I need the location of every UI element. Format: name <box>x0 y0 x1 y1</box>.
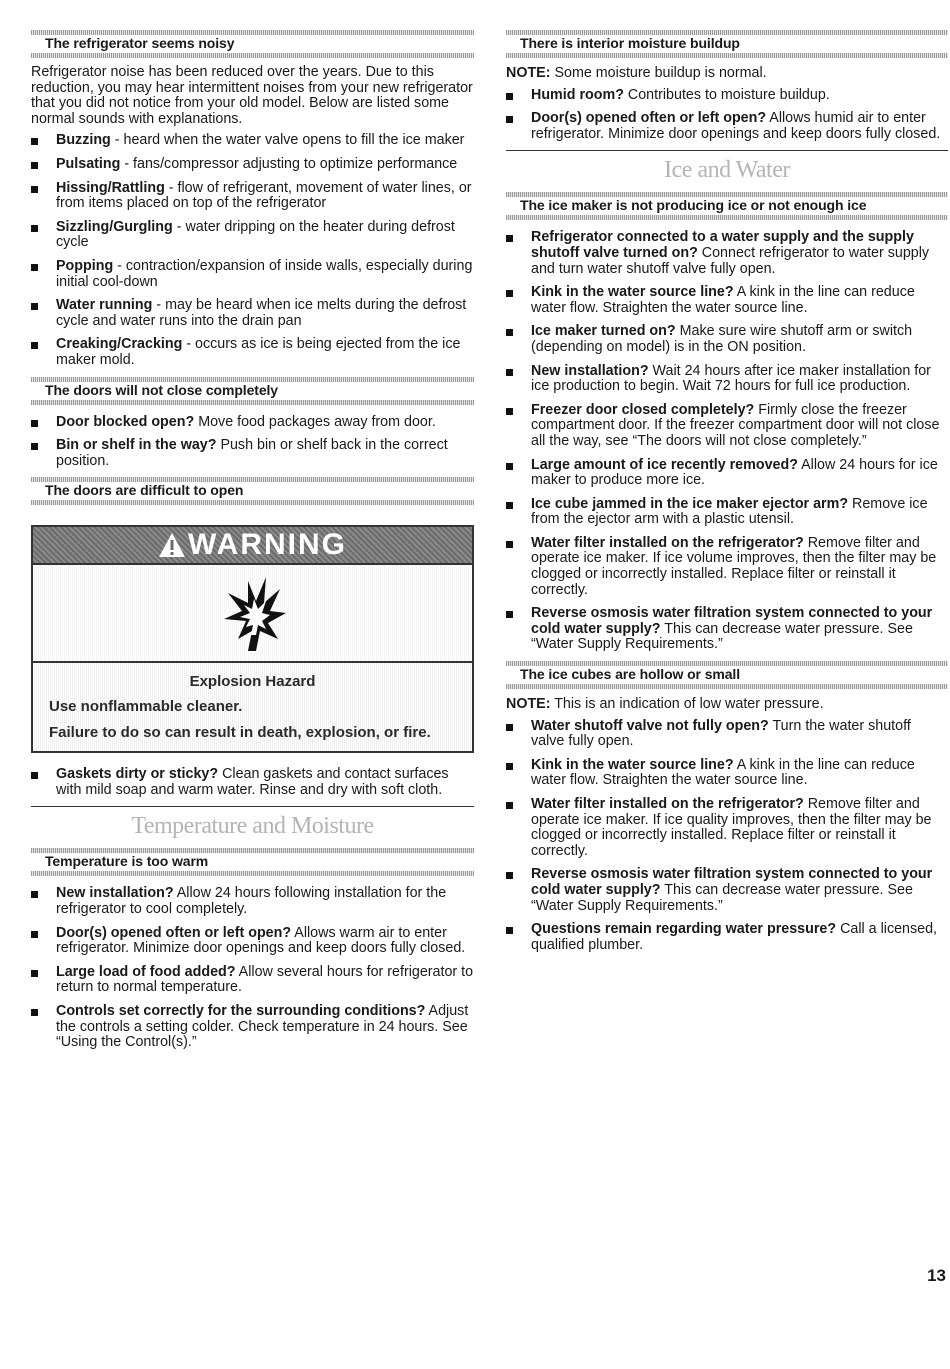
heading-doors-difficult: The doors are difficult to open <box>31 477 474 505</box>
item-term: Ice cube jammed in the ice maker ejector arm? <box>531 495 849 512</box>
item-term: Water running <box>56 297 153 314</box>
too-warm-list <box>31 886 474 1050</box>
list-item <box>506 230 948 277</box>
item-term: Reverse osmosis water filtration system connected to your cold water supply? <box>531 605 933 637</box>
item-term: Door(s) opened often or left open? <box>531 110 767 127</box>
warning-header <box>33 527 472 563</box>
item-text: This can decrease water pressure. See “Water Supply Requirements.” <box>531 620 913 653</box>
hollow-note <box>506 697 948 713</box>
warning-signal-word: WARNING <box>188 528 347 562</box>
item-term: Water filter installed on the refrigerator? <box>531 534 804 551</box>
item-text: Call a licensed, qualified plumber. <box>531 921 938 953</box>
item-text: Remove filter and operate ice maker. If ice volume improves, then the filter may be clogged or incorrectly installed. Replace filter or reinstall it correctly. <box>531 534 937 598</box>
item-text: Move food packages away from door. <box>194 413 436 430</box>
list-item <box>506 111 948 142</box>
list-item <box>506 606 948 653</box>
explosion-icon <box>33 563 472 663</box>
list-item <box>31 965 474 996</box>
list-item <box>506 758 948 789</box>
item-text: - heard when the water valve opens to fill the ice maker <box>110 132 465 149</box>
heading-too-warm: Temperature is too warm <box>31 848 474 876</box>
item-text: Make sure wire shutoff arm or switch (depending on model) is in the ON position. <box>531 323 913 355</box>
list-item <box>506 458 948 489</box>
item-text: Turn the water shutoff valve fully open. <box>531 717 911 750</box>
list-item <box>31 438 474 469</box>
list-item <box>31 415 474 431</box>
list-item <box>506 324 948 355</box>
list-item <box>506 88 948 104</box>
list-item <box>31 181 474 212</box>
list-item <box>506 364 948 395</box>
section-title-ice: Ice and Water <box>664 157 790 184</box>
list-item <box>31 157 474 173</box>
list-item <box>31 1004 474 1051</box>
list-item <box>31 220 474 251</box>
note-text: This is an indication of low water pressure. <box>550 696 824 713</box>
item-term: Kink in the water source line? <box>531 284 734 301</box>
item-text: - flow of refrigerant, movement of water lines, or from items placed on top of the refrigerator <box>56 179 472 212</box>
list-item <box>506 403 948 450</box>
item-term: New installation? <box>531 362 649 379</box>
right-column <box>506 30 948 961</box>
item-term: Door(s) opened often or left open? <box>56 924 292 941</box>
item-text: Connect refrigerator to water supply and turn water shutoff valve fully open. <box>531 244 930 277</box>
item-text: Contributes to moisture buildup. <box>623 86 830 103</box>
item-term: Kink in the water source line? <box>531 756 734 773</box>
list-item <box>506 922 948 953</box>
page-number: 13 <box>927 1266 946 1285</box>
item-term: Freezer door closed completely? <box>531 401 755 418</box>
item-term: Water shutoff valve not fully open? <box>531 717 769 734</box>
list-item <box>31 886 474 917</box>
item-text: Allows humid air to enter refrigerator. Minimize door openings and keep doors fully closed. <box>531 110 941 142</box>
item-text: A kink in the line can reduce water flow. Straighten the water source line. <box>531 284 915 316</box>
item-term: Ice maker turned on? <box>531 323 676 340</box>
item-term: Creaking/Cracking <box>56 336 183 353</box>
not-producing-list <box>506 230 948 653</box>
left-column <box>31 30 474 1059</box>
item-term: Water filter installed on the refrigerator? <box>531 796 804 812</box>
item-term: Controls set correctly for the surrounding conditions? <box>56 1003 426 1020</box>
warning-box <box>31 525 474 753</box>
item-text: Allow 24 hours following installation for the refrigerator to cool completely. <box>56 885 447 918</box>
item-text: A kink in the line can reduce water flow. Straighten the water source line. <box>531 756 915 789</box>
item-term: Humid room? <box>531 86 624 103</box>
item-term: Popping <box>56 257 114 274</box>
list-item <box>506 285 948 316</box>
item-term: Sizzling/Gurgling <box>56 218 173 235</box>
list-item <box>31 298 474 329</box>
warning-triangle-icon <box>158 532 186 558</box>
list-item <box>506 536 948 598</box>
item-text: Remove ice from the ejector arm with a plastic utensil. <box>531 495 928 528</box>
list-item <box>506 867 948 914</box>
list-item <box>31 767 474 798</box>
warning-body <box>33 663 472 751</box>
item-text: Clean gaskets and contact surfaces with mild soap and warm water. Rinse and dry with soft cloth. <box>56 766 449 798</box>
item-term: Buzzing <box>56 132 111 149</box>
note-label: NOTE: <box>506 696 551 713</box>
list-item <box>506 797 948 859</box>
item-text: Remove filter and operate ice maker. If ice quality improves, then the filter may be clogged or incorrectly installed. Replace filter or reinstall it correctly. <box>531 796 932 859</box>
item-text: This can decrease water pressure. See “Water Supply Requirements.” <box>531 881 913 914</box>
warning-line-1: Use nonflammable cleaner. <box>49 698 243 716</box>
doors-difficult-list <box>31 767 474 798</box>
noisy-list <box>31 133 474 368</box>
section-title-temperature: Temperature and Moisture <box>131 813 374 840</box>
item-text: - water dripping on the heater during defrost cycle <box>56 218 455 251</box>
noisy-intro: Refrigerator noise has been reduced over the years. Due to this reduction, you may hear intermittent noises from your new refrigerator that you did not notice from your old model. Below are listed some normal sounds with explanations. <box>31 64 473 127</box>
list-item <box>31 337 474 368</box>
heading-hollow: The ice cubes are hollow or small <box>506 661 948 689</box>
list-item <box>31 926 474 957</box>
heading-noisy: The refrigerator seems noisy <box>31 30 474 58</box>
item-text: Allow 24 hours for ice maker to produce more ice. <box>531 456 938 489</box>
item-term: Gaskets dirty or sticky? <box>56 766 219 783</box>
item-term: New installation? <box>56 885 174 902</box>
item-term: Questions remain regarding water pressure? <box>531 921 837 938</box>
warning-hazard: Explosion Hazard <box>189 673 316 691</box>
item-text: Allow several hours for refrigerator to return to normal temperature. <box>56 963 474 996</box>
item-text: - occurs as ice is being ejected from the ice maker mold. <box>56 336 461 368</box>
moisture-note <box>506 66 948 82</box>
item-text: Adjust the controls a setting colder. Check temperature in 24 hours. See “Using the Control(s).” <box>56 1003 469 1051</box>
item-text: - may be heard when ice melts during the defrost cycle and water runs into the drain pan <box>56 297 467 329</box>
list-item <box>506 497 948 528</box>
item-term: Door blocked open? <box>56 413 195 430</box>
note-label: NOTE: <box>506 65 551 81</box>
item-text: - contraction/expansion of inside walls, especially during initial cool-down <box>56 257 473 290</box>
item-text: Push bin or shelf back in the correct position. <box>56 437 448 469</box>
hollow-list <box>506 719 948 954</box>
moisture-list <box>506 88 948 143</box>
note-text: Some moisture buildup is normal. <box>550 65 767 81</box>
item-term: Bin or shelf in the way? <box>56 437 217 454</box>
item-term: Reverse osmosis water filtration system connected to your cold water supply? <box>531 866 933 898</box>
item-term: Hissing/Rattling <box>56 179 165 196</box>
list-item <box>31 259 474 290</box>
item-term: Refrigerator connected to a water supply and the supply shutoff valve turned on? <box>531 229 914 261</box>
item-text: Wait 24 hours after ice maker installation for ice production to begin. Wait 72 hours for full ice production. <box>531 362 931 395</box>
item-term: Pulsating <box>56 155 121 172</box>
list-item <box>506 719 948 750</box>
item-term: Large amount of ice recently removed? <box>531 456 798 473</box>
heading-not-producing: The ice maker is not producing ice or not enough ice <box>506 192 948 220</box>
item-text: Firmly close the freezer compartment door. If the freezer compartment door will not close all the way, see “The doors will not close completely.” <box>531 401 940 449</box>
doors-not-close-list <box>31 415 474 470</box>
list-item <box>31 133 474 149</box>
item-text: Allows warm air to enter refrigerator. Minimize door openings and keep doors fully closed. <box>56 924 466 957</box>
heading-doors-not-close: The doors will not close completely <box>31 377 474 405</box>
heading-moisture: There is interior moisture buildup <box>506 30 948 58</box>
item-text: - fans/compressor adjusting to optimize performance <box>120 155 458 172</box>
warning-line-2: Failure to do so can result in death, explosion, or fire. <box>49 724 431 742</box>
item-term: Large load of food added? <box>56 963 236 980</box>
